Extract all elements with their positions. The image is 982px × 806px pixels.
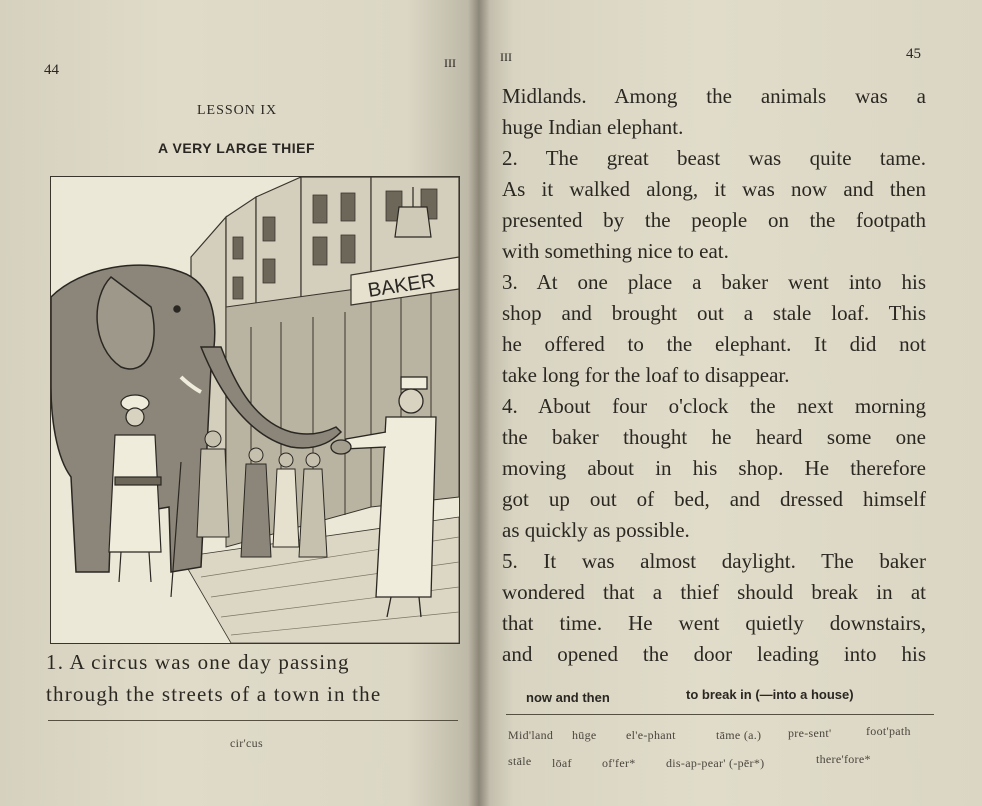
- phrase-to-break-in: to break in (—into a house): [686, 687, 854, 702]
- right-body-line-6: with something nice to eat.: [502, 239, 729, 263]
- pronunciation-9: of'fer*: [602, 756, 636, 770]
- right-body-line-9: he offered to the elephant. It did not: [502, 332, 926, 356]
- right-page: [478, 0, 982, 806]
- pronunciation-8: lōaf: [552, 756, 572, 770]
- pronunciation-5: pre-sent': [788, 726, 832, 740]
- lesson-heading: LESSON IX: [197, 103, 278, 118]
- right-body-line-16: 5. It was almost daylight. The baker: [502, 549, 926, 573]
- pronunciation-1: Mid'land: [508, 728, 554, 742]
- elephant-baker-engraving: [51, 177, 459, 643]
- left-body-line-1: 1. A circus was one day passing: [46, 650, 350, 674]
- running-head-right: III: [500, 50, 512, 64]
- right-body-line-17: wondered that a thief should break in at: [502, 580, 926, 604]
- running-head-left: III: [444, 56, 456, 70]
- pronunciation-6: foot'path: [866, 724, 911, 738]
- right-body-line-3: 2. The great beast was quite tame.: [502, 146, 926, 170]
- pronunciation-3: el'e-phant: [626, 728, 676, 742]
- right-body-line-15: as quickly as possible.: [502, 518, 690, 542]
- pronunciation-2: hūge: [572, 728, 597, 742]
- pronunciation-4: tāme (a.): [716, 728, 762, 742]
- elephant-illustration: [50, 176, 460, 644]
- shop-sign-text: BAKER: [366, 269, 437, 302]
- left-page: [0, 0, 478, 806]
- pronunciation-10: dis-ap-pear' (-pēr*): [666, 756, 765, 770]
- right-body-line-7: 3. At one place a baker went into his: [502, 270, 926, 294]
- right-body-line-10: take long for the loaf to disappear.: [502, 363, 790, 387]
- footnote-rule-left: [48, 720, 458, 721]
- phrase-now-and-then: now and then: [526, 690, 610, 705]
- right-body-line-5: presented by the people on the footpath: [502, 208, 926, 232]
- footnote-rule-right: [506, 714, 934, 715]
- right-body-line-1: Midlands. Among the animals was a: [502, 84, 926, 108]
- book-gutter: [468, 0, 490, 806]
- right-body-line-4: As it walked along, it was now and then: [502, 177, 926, 201]
- right-body-line-2: huge Indian elephant.: [502, 115, 684, 139]
- page-number-left: 44: [44, 62, 59, 78]
- right-body-line-11: 4. About four o'clock the next morning: [502, 394, 926, 418]
- right-body-line-8: shop and brought out a stale loaf. This: [502, 301, 926, 325]
- right-body-line-13: moving about in his shop. He therefore: [502, 456, 926, 480]
- right-body-line-18: that time. He went quietly downstairs,: [502, 611, 926, 635]
- pronunciation-7: stāle: [508, 754, 532, 768]
- pronunciation-11: there'fore*: [816, 752, 871, 766]
- pronunciation-left: cir'cus: [230, 736, 263, 750]
- right-body-line-19: and opened the door leading into his: [502, 642, 926, 666]
- left-body-line-2: through the streets of a town in the: [46, 682, 382, 706]
- lesson-title: A VERY LARGE THIEF: [158, 140, 316, 156]
- right-body-line-12: the baker thought he heard some one: [502, 425, 926, 449]
- right-body-line-14: got up out of bed, and dressed himself: [502, 487, 926, 511]
- page-number-right: 45: [906, 46, 921, 62]
